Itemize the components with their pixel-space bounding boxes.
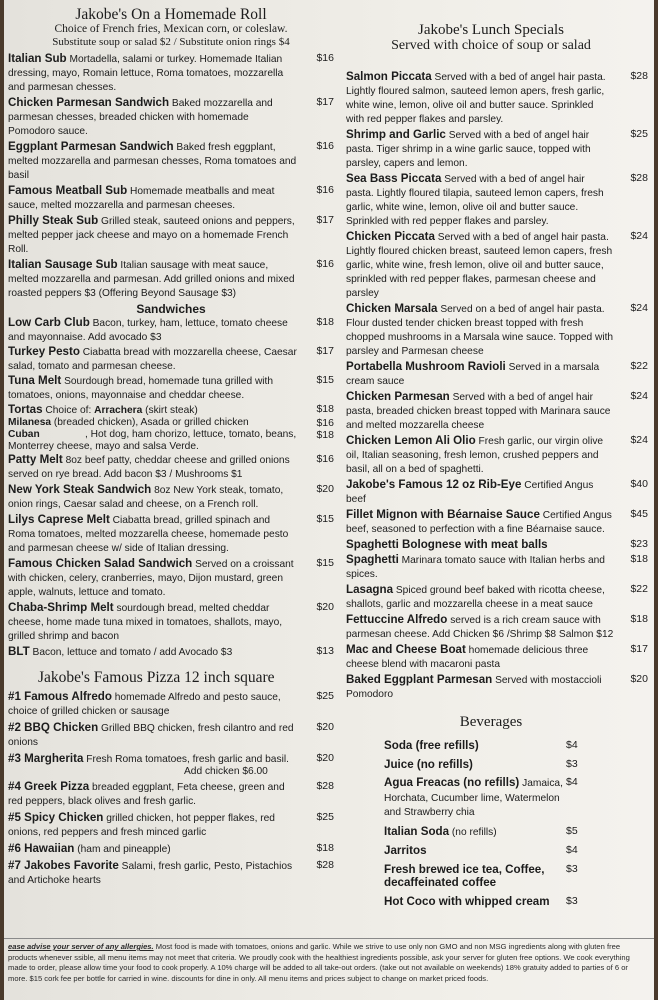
item-price: $28 [316, 859, 334, 871]
item-name: Chaba-Shrimp Melt [8, 601, 114, 614]
beverage-jarritos [334, 844, 648, 858]
beverage-desc: Jamaica, Horchata, Cucumber lime, Watermelon and Strawberry chia [384, 778, 563, 818]
beverage-price: $3 [566, 757, 578, 770]
item-name: Low Carb Club [8, 316, 90, 329]
item-price: $18 [316, 842, 334, 854]
menu-item-italian-sub [8, 52, 334, 94]
item-desc: Certified Angus beef [346, 480, 594, 505]
menu-item-famous-chicken-salad-sandwich [8, 557, 334, 599]
menu-item-lilys-caprese-melt [8, 513, 334, 555]
menu-item-eggplant-parmesan-sandwich [8, 140, 334, 182]
item-price: $15 [316, 374, 334, 386]
menu-item-spaghetti [346, 553, 648, 581]
beverage-name: Juice (no refills) [384, 757, 473, 771]
item-desc: Served with a bed of angel hair pasta. Lightly floured chicken breast, sauteed lemon capers, fresh garlic, white wine, fresh lemon, olive oil and butter sauce, sprinkled with red pepper flakes, parmesan cheese and parsley [346, 232, 613, 299]
item-name: Italian Sub [8, 52, 67, 65]
menu-item-new-york-steak-sandwich [8, 483, 334, 511]
beverage-agua-freacas-no-refills [334, 776, 648, 820]
item-price: $22 [630, 360, 648, 372]
menu-item-7-jakobes-favorite [8, 859, 334, 887]
item-desc: (ham and pineapple) [74, 844, 171, 855]
item-name: Lilys Caprese Melt [8, 513, 110, 526]
item-name: BLT [8, 645, 30, 658]
menu-item-baked-eggplant-parmesan [346, 673, 648, 701]
item-name: Salmon Piccata [346, 70, 432, 83]
item-name: #7 Jakobes Favorite [8, 859, 119, 872]
item-price: $20 [316, 601, 334, 613]
roll-subtitle-2: Substitute soup or salad $2 / Substitute onion rings $4 [52, 36, 290, 48]
allergy-footer [4, 938, 654, 1000]
beverage-soda-free-refills [334, 739, 648, 753]
menu-item-turkey-pesto [8, 345, 334, 373]
item-desc: Served with a bed of angel hair pasta. Lightly floured tilapia, sauteed lemon capers, fresh garlic, white wine, lemon, olive oil and butter sauce. Sprinkled with red pepper flakes and parsley. [346, 174, 604, 227]
item-price: $20 [316, 721, 334, 733]
item-desc: Served with a bed of angel hair pasta. Lightly floured salmon, sauteed lemon apers, fresh garlic, white wine, lemon, olive oil and butter sauce. Sprinkled with red pepper flakes and parsley. [346, 72, 606, 125]
beverage-italian-soda [334, 825, 648, 840]
item-name: Chicken Parmesan [346, 390, 450, 403]
menu-item-blt [8, 645, 334, 659]
menu-item-chicken-lemon-ali-olio [346, 434, 648, 476]
item-name: Famous Chicken Salad Sandwich [8, 557, 193, 570]
menu-item-salmon-piccata [346, 70, 648, 126]
item-desc: Mortadella, salami or turkey. Homemade Italian dressing, mayo, Romain lettuce, Roma tomatoes, mozzarella and parmesan chesses. [8, 54, 284, 93]
tortas-option-3-price: $18 [316, 429, 334, 441]
item-desc: Grilled BBQ chicken, fresh cilantro and red onions [8, 723, 294, 748]
item-price: $28 [316, 780, 334, 792]
tortas-option-1-desc: (skirt steak) [142, 405, 198, 416]
item-desc: Certified Angus beef, seasoned to perfection with a fine Béarnaise sauce. [346, 510, 612, 535]
footer-lead: ease advise your server of any allergies. [8, 942, 154, 951]
item-desc: Bacon, turkey, ham, lettuce, tomato cheese and mayonnaise. Add avocado $3 [8, 318, 288, 343]
menu-item-fettuccine-alfredo [346, 613, 648, 641]
item-desc: Italian sausage with meat sauce, melted mozzarella and parmesan. Add grilled onions and mixed roasted peppers $3 (Offering Beyond Sausage $3) [8, 260, 295, 299]
item-price: $16 [316, 52, 334, 64]
beverage-name: Jarritos [384, 844, 427, 857]
lunch-title: Jakobe's Lunch Specials [417, 22, 564, 38]
item-price: $24 [630, 302, 648, 314]
item-price: $16 [316, 140, 334, 152]
item-name: Fettuccine Alfredo [346, 613, 448, 626]
item-desc: breaded eggplant, Feta cheese, green and red peppers, black olives and fresh garlic. [8, 782, 285, 807]
item-name: Spaghetti Bolognese with meat balls [346, 538, 548, 551]
item-desc: Ciabatta bread, grilled spinach and Roma tomatoes, melted mozzarella cheese, homemade pesto and parmesan cheese w/ side of Italian dressing. [8, 515, 289, 554]
item-desc: Spiced ground beef baked with ricotta cheese, shallots, garlic and mozzarella cheese in a meat sauce [346, 585, 605, 610]
item-desc: Served with a bed of angel hair pasta. Tiger shrimp in a wine garlic sauce, topped with parsley, capers and lemon. [346, 130, 591, 169]
item-name: Baked Eggplant Parmesan [346, 673, 493, 686]
item-desc: Bacon, lettuce and tomato / add Avocado $3 [29, 647, 233, 658]
item-desc: Served in a marsala cream sauce [346, 362, 600, 387]
item-name: #4 Greek Pizza [8, 780, 90, 793]
item-price: $25 [316, 690, 334, 702]
item-price: $16 [316, 258, 334, 270]
item-price: $45 [630, 508, 648, 520]
item-name: Shrimp and Garlic [346, 128, 446, 141]
item-name: Tuna Melt [8, 374, 62, 387]
item-price: $16 [316, 453, 334, 465]
item-name: Chicken Marsala [346, 302, 438, 315]
menu-item-jakobe-s-famous-12-oz-rib-eye [346, 478, 648, 506]
item-price: $25 [630, 128, 648, 140]
item-name: Chicken Piccata [346, 230, 435, 243]
beverage-price: $4 [566, 844, 578, 856]
roll-section [8, 6, 334, 300]
tortas-option-2: Milanesa [8, 417, 52, 428]
item-desc: Salami, fresh garlic, Pesto, Pistachios and Artichoke hearts [8, 861, 293, 886]
item-price: $24 [630, 390, 648, 402]
left-column [8, 6, 334, 890]
beverage-hot-coco-with-whipped-cream [334, 895, 648, 909]
item-desc: Grilled steak, sauteed onions and peppers, melted pepper jack cheese and mayo on a homemade French Roll. [8, 216, 295, 255]
item-desc: grilled chicken, hot pepper flakes, red onions, red peppers and fresh minced garlic [8, 813, 275, 838]
beverage-name: Agua Freacas (no refills) [384, 776, 520, 789]
lunch-subtitle: Served with choice of soup or salad [391, 38, 591, 53]
beverage-name: Italian Soda [384, 824, 450, 838]
item-price: $20 [316, 483, 334, 495]
item-price: $18 [630, 553, 648, 565]
item-desc: Served on a bed of angel hair pasta. Flour dusted tender chicken breast topped with fresh chopped mushrooms in a Marsala wine sauce. Topped with parsley and Parmesan cheese [346, 304, 614, 357]
item-name: #5 Spicy Chicken [8, 811, 104, 824]
item-desc: Marinara tomato sauce with Italian herbs and spices. [346, 555, 605, 580]
item-price: $17 [316, 345, 334, 357]
item-desc: Served with a bed of angel hair pasta, breaded chicken breast topped with Marinara sauce and melted mozzarella cheese [346, 392, 611, 431]
item-price: $24 [630, 230, 648, 242]
item-name: New York Steak Sandwich [8, 483, 152, 496]
beverage-price: $3 [566, 894, 578, 907]
menu-item-2-bbq-chicken [8, 721, 334, 749]
menu-item-1-famous-alfredo [8, 690, 334, 718]
item-price: $22 [630, 583, 648, 595]
item-name: Philly Steak Sub [8, 214, 99, 227]
beverage-name: Soda (free refills) [384, 739, 479, 752]
sandwiches-title: Sandwiches [136, 302, 206, 316]
item-name: #2 BBQ Chicken [8, 721, 99, 734]
item-price: $17 [316, 214, 334, 226]
menu-item-philly-steak-sub [8, 214, 334, 256]
tortas-option-1: Arrachera [94, 405, 143, 416]
tortas-option-3-row [8, 429, 334, 453]
menu-item-5-spicy-chicken [8, 811, 334, 839]
item-name: Patty Melt [8, 453, 63, 466]
item-name: Chicken Lemon Ali Olio [346, 434, 476, 447]
item-desc: 8oz beef patty, cheddar cheese and grilled onions served on rye bread. Add bacon $3 / Mushrooms $1 [8, 455, 290, 480]
item-name: Tortas [8, 403, 43, 416]
item-name: Sea Bass Piccata [346, 172, 442, 185]
beverage-fresh-brewed-ice-tea-coffee-decaffeinated-coffee [334, 863, 648, 890]
tortas-option-2-price: $16 [316, 417, 334, 429]
roll-title: Jakobe's On a Homemade Roll [75, 6, 267, 23]
item-desc: Homemade meatballs and meat sauce, melted mozzarella and parmesan cheeses. [8, 186, 275, 211]
item-desc: Fresh Roma tomatoes, fresh garlic and basil. [83, 754, 289, 765]
beverage-name: Hot Coco with whipped cream [384, 894, 550, 908]
item-desc: Served on a croissant with chicken, celery, cranberries, mayo, Dijon mustard, green apple, walnuts, lettuce and tomato. [8, 559, 294, 598]
item-desc: homemade delicious three cheese blend with macaroni pasta [346, 645, 589, 670]
item-price: $17 [316, 96, 334, 108]
item-desc: Sourdough bread, homemade tuna grilled with tomatoes, onions, mayonnaise and cheddar cheese. [8, 376, 274, 401]
menu-sheet [4, 0, 654, 1000]
tortas-option-3: Cuban [8, 429, 40, 440]
item-desc: 8oz New York steak, tomato, onion rings, Caesar salad and cheese, on a French roll. [8, 485, 284, 510]
menu-item-chicken-marsala [346, 302, 648, 358]
beverage-juice-no-refills [334, 758, 648, 772]
item-desc: Baked fresh eggplant, melted mozzarella and parmesan chesses, Roma tomatoes and basil [8, 142, 297, 181]
item-desc: Baked mozzarella and parmesan chesses, breaded chicken with homemade Pomodoro sauce. [8, 98, 273, 137]
beverage-price: $5 [566, 824, 578, 837]
item-price: $23 [630, 538, 648, 550]
item-price: $20 [316, 752, 334, 764]
item-desc: Choice of: [42, 405, 95, 416]
item-extra: Add chicken $6.00 [184, 766, 268, 777]
item-name: Eggplant Parmesan Sandwich [8, 140, 174, 153]
menu-item-low-carb-club [8, 316, 334, 344]
item-desc: Ciabatta bread with mozzarella cheese, Caesar salad, tomato and parmesan cheese. [8, 347, 297, 372]
roll-subtitle-1: Choice of French fries, Mexican corn, or coleslaw. [54, 23, 288, 35]
item-name: Mac and Cheese Boat [346, 643, 466, 656]
footer-text: Most food is made with tomatoes, onions and garlic. While we strive to use only non GMO and non MSG ingredients along with gluten free products whenever ssible, all menu items may not meet that criteria. We proudly cook with the healthiest ingredients possible, ask your server for gluten free options. We cook everything made to order, please allow time your food to cook properly. A 10% charge will be added to all take-out orders. (take out not available on weekends) 18% gratuity added to parties of 6 or more. $15 cork fee per bottle for carried in wine. discounts for dine in only. All menu items and prices subject to change on market priced foods. [8, 942, 630, 983]
beverage-price: $3 [566, 862, 578, 875]
menu-item-4-greek-pizza [8, 780, 334, 808]
item-price: $20 [630, 673, 648, 685]
item-name: Jakobe's Famous 12 oz Rib-Eye [346, 478, 522, 491]
menu-item-fillet-mignon-with-b-arnaise-sauce [346, 508, 648, 536]
item-name: #1 Famous Alfredo [8, 690, 112, 703]
item-name: Spaghetti [346, 553, 399, 566]
beverage-name: Fresh brewed ice tea, Coffee, decaffeinated coffee [384, 862, 545, 889]
menu-item-mac-and-cheese-boat [346, 643, 648, 671]
item-desc: sourdough bread, melted cheddar cheese, home made tuna mixed in tomatoes, shallots, mayo, grilled shrimp and bacon [8, 603, 283, 642]
menu-item-patty-melt [8, 453, 334, 481]
item-price: $18 [630, 613, 648, 625]
tortas-option-3-desc: , Hot dog, ham chorizo, lettuce, tomato, beans, Monterrey cheese, mayo and salsa Verde. [8, 429, 300, 452]
menu-item-chaba-shrimp-melt [8, 601, 334, 643]
item-desc: Served with mostaccioli Pomodoro [346, 675, 602, 700]
right-column [334, 22, 648, 913]
menu-item-chicken-parmesan-sandwich [8, 96, 334, 138]
item-desc: served is a rich cream sauce with parmesan cheese. Add Chicken $6 /Shrimp $8 Salmon $12 [346, 615, 614, 640]
tortas-option-2-desc: (breaded chicken), Asada or grilled chicken [51, 417, 249, 428]
item-name: #6 Hawaiian [8, 842, 75, 855]
menu-item-spaghetti-bolognese-with-meat-balls [346, 538, 648, 551]
menu-item-chicken-piccata [346, 230, 648, 300]
menu-item-italian-sausage-sub [8, 258, 334, 300]
item-price: $17 [630, 643, 648, 655]
item-price: $24 [630, 434, 648, 446]
item-name: #3 Margherita [8, 752, 84, 765]
menu-item-famous-meatball-sub [8, 184, 334, 212]
menu-item-lasagna [346, 583, 648, 611]
menu-item-3-margherita [8, 752, 334, 777]
menu-item-tuna-melt [8, 374, 334, 402]
menu-item-sea-bass-piccata [346, 172, 648, 228]
item-name: Turkey Pesto [8, 345, 80, 358]
item-price: $16 [316, 184, 334, 196]
item-desc: Fresh garlic, our virgin olive oil, Italian seasoning, fresh lemon, crushed peppers and basil, all on a bed of spaghetti. [346, 436, 604, 475]
item-name: Famous Meatball Sub [8, 184, 128, 197]
item-name: Fillet Mignon with Béarnaise Sauce [346, 508, 540, 521]
item-price: $25 [316, 811, 334, 823]
beverage-desc: (no refills) [449, 826, 497, 838]
item-desc: homemade Alfredo and pesto sauce, choice of grilled chicken or sausage [8, 692, 281, 717]
item-price: $40 [630, 478, 648, 490]
item-price: $18 [316, 403, 334, 415]
item-price: $13 [316, 645, 334, 657]
menu-item-shrimp-and-garlic [346, 128, 648, 170]
item-price: $15 [316, 557, 334, 569]
menu-item-6-hawaiian [8, 842, 334, 856]
item-price: $28 [630, 70, 648, 82]
item-price: $28 [630, 172, 648, 184]
tortas-option-2-row [8, 417, 334, 429]
pizza-title: Jakobe's Famous Pizza 12 inch square [38, 669, 275, 686]
item-name: Chicken Parmesan Sandwich [8, 96, 170, 109]
item-name: Lasagna [346, 583, 394, 596]
item-price: $18 [316, 316, 334, 328]
menu-item-tortas [8, 403, 334, 417]
item-name: Italian Sausage Sub [8, 258, 118, 271]
item-name: Portabella Mushroom Ravioli [346, 360, 506, 373]
menu-item-chicken-parmesan [346, 390, 648, 432]
menu-item-portabella-mushroom-ravioli [346, 360, 648, 388]
item-price: $15 [316, 513, 334, 525]
beverage-price: $4 [566, 739, 578, 751]
beverage-price: $4 [566, 776, 578, 788]
beverages-title: Beverages [459, 714, 523, 730]
